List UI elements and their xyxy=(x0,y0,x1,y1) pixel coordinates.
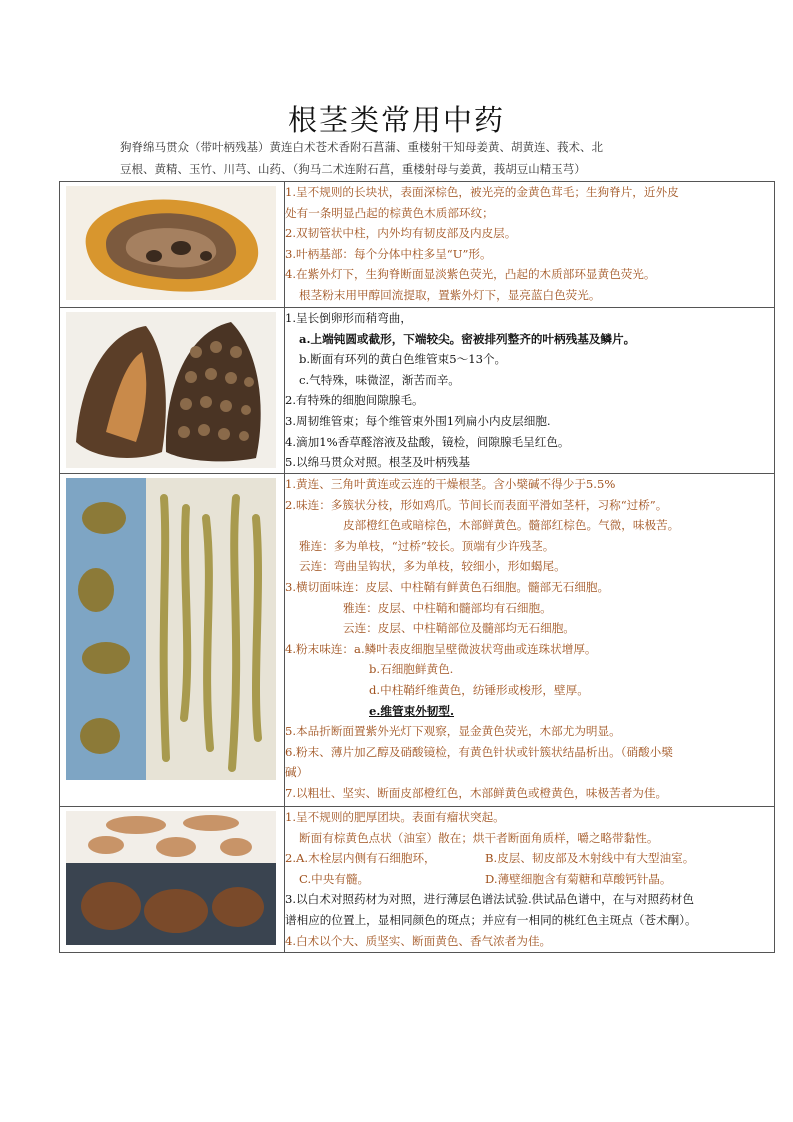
text-line: 雅连：皮层、中柱鞘和髓部均有石细胞。 xyxy=(343,600,552,615)
text-line: 4.在紫外灯下，生狗脊断面显淡紫色荧光，凸起的木质部环显黄色荧光。 xyxy=(285,267,656,282)
text-line: d.中柱鞘纤维黄色，纺锤形或梭形，壁厚。 xyxy=(369,682,589,697)
text-line: 3.横切面味连：皮层、中柱鞘有鲜黄色石细胞。髓部无石细胞。 xyxy=(285,579,610,594)
text-line: 4.粉末味连：a.鳞叶表皮细胞呈壁微波状弯曲或连珠状增厚。 xyxy=(285,641,597,656)
text-span: C.中央有髓。 xyxy=(299,871,370,886)
text-line: 3.周韧维管束；每个维管束外围1列扁小内皮层细胞. xyxy=(285,413,551,428)
text-line: 碱） xyxy=(285,765,309,780)
text-line: a.上端钝圆或截形，下端较尖。密被排列整齐的叶柄残基及鳞片。 xyxy=(299,331,636,346)
intro-line: 狗脊绵马贯众（带叶柄残基）黄连白术苍术香附石菖蒲、重楼射干知母姜黄、胡黄连、莪术、北 xyxy=(120,140,603,154)
table-row xyxy=(60,308,775,474)
text-line: 1.呈不规则的长块状，表面深棕色，被光亮的金黄色茸毛；生狗脊片，近外皮 xyxy=(285,185,679,199)
table-row xyxy=(60,807,775,953)
text-line: 1.呈不规则的肥厚团块。表面有瘤状突起。 xyxy=(285,810,505,824)
text-line: 云连：皮层、中柱鞘部位及髓部均无石细胞。 xyxy=(343,621,575,636)
image-cell xyxy=(60,308,285,474)
rhizome-cibotium-photo xyxy=(66,186,276,300)
text-line: 7.以粗壮、坚实、断面皮部橙红色，木部鲜黄色或橙黄色，味极苦者为佳。 xyxy=(285,785,668,800)
rhizome-coptis-photo xyxy=(66,478,276,780)
intro-line: 豆根、黄精、玉竹、川芎、山药、（狗马二术连附石菖，重楼射母与姜黄，莪胡豆山精玉芎） xyxy=(120,162,586,176)
text-line: 5.以绵马贯众对照。根茎及叶柄残基 xyxy=(285,455,470,470)
text-line: 2.双韧管状中柱，内外均有韧皮部及内皮层。 xyxy=(285,226,517,241)
text-line: 5.本品折断面置紫外光灯下观察，显金黄色荧光，木部尤为明显。 xyxy=(285,724,621,739)
text-span: B.皮层、韧皮部及木射线中有大型油室。 xyxy=(485,851,695,866)
text-line: c.气特殊，味微涩，渐苦而辛。 xyxy=(299,372,460,387)
text-line: 处有一条明显凸起的棕黄色木质部环纹； xyxy=(285,205,494,220)
text-line: 1.呈长倒卵形而稍弯曲， xyxy=(285,311,412,325)
text-line: b.石细胞鲜黄色. xyxy=(369,662,454,677)
text-line: 2.味连：多簇状分枝，形如鸡爪。节间长而表面平滑如茎杆，习称“过桥”。 xyxy=(285,497,668,512)
text-line: 谱相应的位置上，显相同颜色的斑点；并应有一相同的桃红色主斑点（苍术酮）。 xyxy=(285,912,697,927)
text-line: 断面有棕黄色点状（油室）散在；烘干者断面角质样，嚼之略带黏性。 xyxy=(299,830,659,845)
description-cell xyxy=(285,308,775,474)
image-cell xyxy=(60,807,285,953)
page-title: 根茎类常用中药 xyxy=(287,103,505,137)
herb-table xyxy=(59,181,775,953)
description-cell xyxy=(285,182,775,308)
intro-paragraph xyxy=(120,136,680,180)
text-line: 雅连：多为单枝，“过桥”较长。顶端有少许残茎。 xyxy=(299,538,555,553)
rhizome-atractylodes-photo xyxy=(66,811,276,945)
text-line: 云连：弯曲呈钩状，多为单枝，较细小，形如蝎尾。 xyxy=(299,559,566,574)
text-line: 4.滴加1%香草醛溶液及盐酸，镜检，间隙腺毛呈红色。 xyxy=(285,434,570,449)
text-line: 4.白术以个大、质坚实、断面黄色、香气浓者为佳。 xyxy=(285,933,552,948)
text-line: 3.叶柄基部：每个分体中柱多呈“U”形。 xyxy=(285,246,492,261)
rhizome-dryopteris-photo xyxy=(66,312,276,468)
text-line xyxy=(285,869,774,890)
text-line: e.维管束外韧型. xyxy=(369,703,455,718)
text-line: 根茎粉末用甲醇回流提取，置紫外灯下，显亮蓝白色荧光。 xyxy=(299,287,601,302)
text-line: b.断面有环列的黄白色维管束5～13个。 xyxy=(299,352,507,367)
text-line: 6.粉末、薄片加乙醇及硝酸镜检，有黄色针状或针簇状结晶析出。（硝酸小檗 xyxy=(285,744,673,759)
image-cell xyxy=(60,182,285,308)
text-line: 2.有特殊的细胞间隙腺毛。 xyxy=(285,393,424,408)
table-row xyxy=(60,474,775,807)
text-span: 2.A.木栓层内侧有石细胞环， xyxy=(285,851,436,866)
text-line xyxy=(285,848,774,869)
image-cell xyxy=(60,474,285,807)
description-cell xyxy=(285,807,775,953)
text-span: D.薄壁细胞含有菊糖和草酸钙针晶。 xyxy=(485,871,672,886)
text-line: 1.黄连、三角叶黄连或云连的干燥根茎。含小檗碱不得少于5.5% xyxy=(285,477,616,491)
text-line: 3.以白术对照药材为对照，进行薄层色谱法试验.供试品色谱中，在与对照药材色 xyxy=(285,892,694,907)
table-row xyxy=(60,182,775,308)
description-cell xyxy=(285,474,775,807)
text-line: 皮部橙红色或暗棕色，木部鲜黄色。髓部红棕色。气微，味极苦。 xyxy=(343,518,680,533)
